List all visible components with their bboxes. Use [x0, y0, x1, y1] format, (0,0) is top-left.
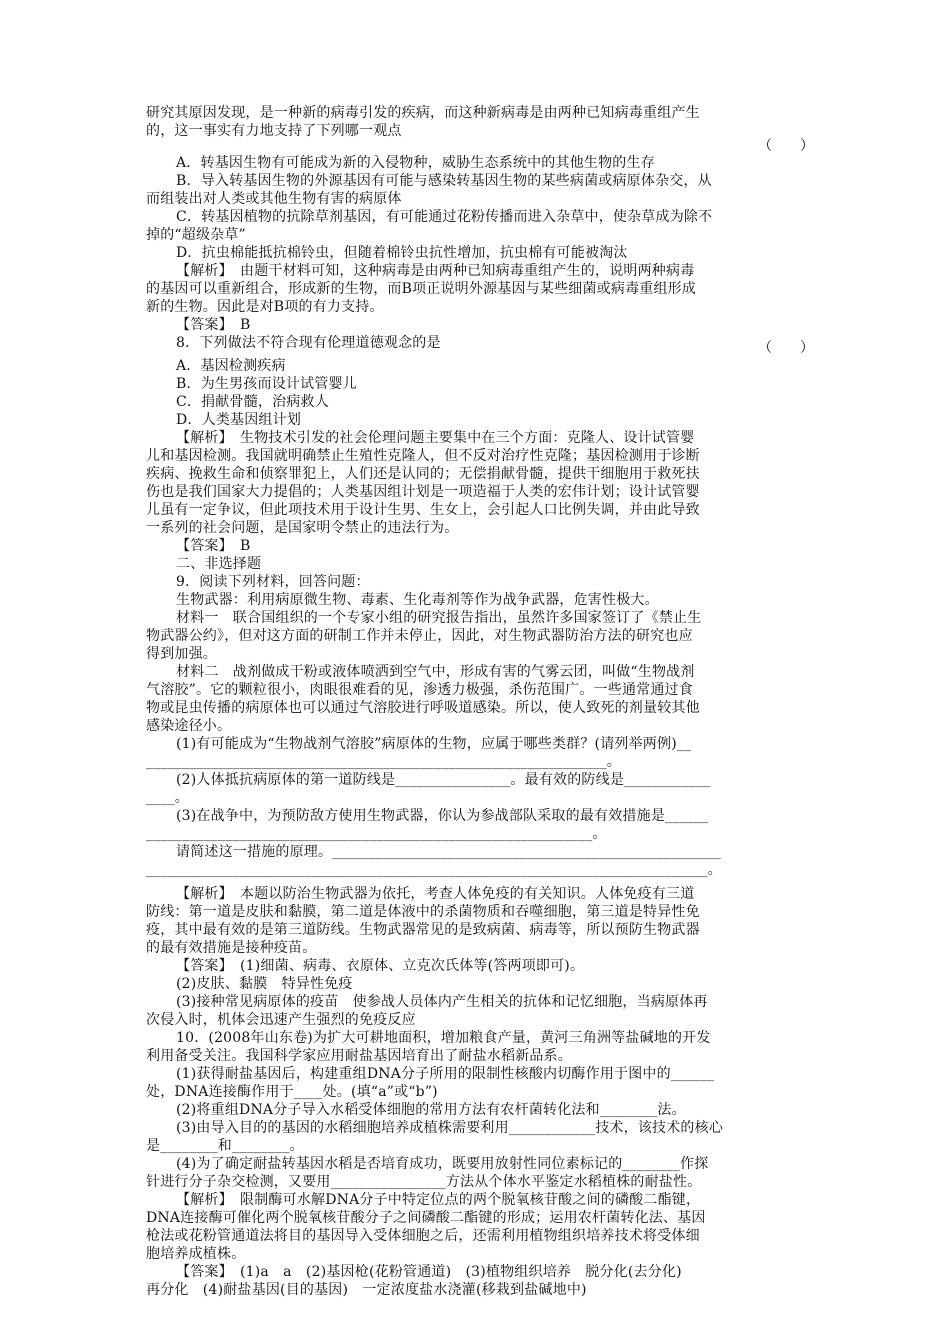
option-c: C．捐献骨髓，治病救人: [176, 394, 329, 410]
text-line: 的基因可以重新组合，形成新的生物，而B项正说明外源基因与某些细菌或病毒重组形成: [146, 281, 697, 297]
sub-question-1: (1)有可能成为“生物战剂气溶胶”病原体的生物，应属于哪些类群？(请列举两例)__: [176, 736, 692, 752]
sub-question-2: (2)将重组DNA分子导入水稻受体细胞的常用方法有农杆菌转化法和________法。: [176, 1102, 686, 1118]
text-line: 请简述这一措施的原理。______________________________________________________: [176, 844, 721, 860]
text-line: 感染途径小。: [146, 718, 232, 734]
analysis-label: 【解析】 限制酶可水解DNA分子中特定位点的两个脱氧核苷酸之间的磷酸二酯键，: [176, 1192, 701, 1208]
text-line: 研究其原因发现，是一种新的病毒引发的疾病，而这种新病毒是由两种已知病毒重组产生: [146, 105, 700, 121]
text-line: 疫，其中最有效的是第三道防线。生物武器常见的是致病菌、病毒等，所以预防生物武器: [146, 922, 700, 938]
text-line: 的最有效措施是接种疫苗。: [146, 940, 317, 956]
text-line: 气溶胶”。它的颗粒很小，肉眼很难看的见，渗透力极强，杀伤范围广。一些通常通过食: [146, 682, 693, 698]
text-line: 掉的“超级杂草”: [146, 227, 246, 243]
text-line: 次侵入时，机体会迅速产生强烈的免疫反应: [146, 1012, 416, 1028]
option-b: B．为生男孩而设计试管婴儿: [176, 376, 357, 392]
text-line: 处，DNA连接酶作用于____处。(填“a”或“b”): [146, 1084, 438, 1100]
question-10: 10．(2008年山东卷)为扩大可耕地面积，增加粮食产量，黄河三角洲等盐碱地的开发: [176, 1030, 711, 1046]
text-line: 疾病、挽救生命和侦察罪犯上，人们还是认同的；无偿捐献骨髓，提供干细胞用于救死扶: [146, 466, 700, 482]
text-line: 胞培养成植株。: [146, 1246, 246, 1262]
answer-label: 【答案】 (1)a a (2)基因枪(花粉管通道) (3)植物组织培养 脱分化(去分化): [176, 1264, 682, 1280]
text-line: 一系列的社会问题，是国家明令禁止的违法行为。: [146, 520, 459, 536]
answer-blank-parentheses: （ ）: [758, 138, 814, 154]
text-line: (3)接种常见病原体的疫苗 使参战人员体内产生相关的抗体和记忆细胞，当病原体再: [176, 994, 708, 1010]
material-two: 材料二 战剂做成干粉或液体喷洒到空气中，形成有害的气雾云团，叫做“生物战剂: [176, 664, 695, 680]
text-line: 再分化 (4)耐盐基因(目的基因) 一定浓度盐水浇灌(移栽到盐碱地中): [146, 1282, 587, 1298]
fill-blank-line: ________________________________________________________________。: [146, 754, 621, 770]
sub-question-4: (4)为了确定耐盐转基因水稻是否培育成功，既要用放射性同位素标记的________作探: [176, 1156, 709, 1172]
section-heading: 二、非选择题: [176, 556, 262, 572]
text-line: 枪法或花粉管通道法将目的基因导入受体细胞之后，还需利用植物组织培养技术将受体细: [146, 1228, 700, 1244]
text-line: 儿和基因检测。我国就明确禁止生殖性克隆人，但不反对治疗性克隆；基因检测用于诊断: [146, 448, 700, 464]
option-a: A．转基因生物有可能成为新的入侵物种，威胁生态系统中的其他生物的生存: [176, 155, 655, 171]
option-c: C．转基因植物的抗除草剂基因，有可能通过花粉传播而进入杂草中，使杂草成为除不: [176, 209, 713, 225]
text-line: 儿虽有一定争议，但此项技术用于设计生男、生女上，会引起人口比例失调，并由此导致: [146, 502, 700, 518]
text-line: 防线：第一道是皮肤和黏膜，第二道是体液中的杀菌物质和吞噬细胞，第三道是特异性免: [146, 904, 700, 920]
option-d: D．抗虫棉能抵抗棉铃虫，但随着棉铃虫抗性增加，抗虫棉有可能被淘汰: [176, 245, 628, 261]
question-8: 8．下列做法不符合现有伦理道德观念的是: [176, 335, 441, 351]
question-9: 9．阅读下列材料，回答问题：: [176, 574, 370, 590]
text-line: 的，这一事实有力地支持了下列哪一观点: [146, 123, 402, 139]
fill-blank-line: ______________________________________________________________________________。: [146, 862, 722, 878]
material-one: 材料一 联合国组织的一个专家小组的研究报告指出，虽然许多国家签订了《禁止生: [176, 610, 702, 626]
answer-label: 【答案】 B: [176, 538, 251, 554]
sub-question-3: (3)在战争中，为预防敌方使用生物武器，你认为参战部队采取的最有效措施是______: [176, 808, 709, 824]
analysis-label: 【解析】 本题以防治生物武器为依托，考查人体免疫的有关知识。人体免疫有三道: [176, 886, 695, 902]
text-line: (2)皮肤、黏膜 特异性免疫: [176, 976, 353, 992]
sub-question-2: (2)人体抵抗病原体的第一道防线是________________。最有效的防线是____________: [176, 772, 711, 788]
text-line: 物或昆虫传播的病原体也可以通过气溶胶进行呼吸道感染。所以，使人致死的剂量较其他: [146, 700, 700, 716]
answer-label: 【答案】 (1)细菌、病毒、衣原体、立克次氏体等(答两项即可)。: [176, 958, 585, 974]
text-line: 而组装出对人类或其他生物有害的病原体: [146, 191, 402, 207]
text-line: 物武器公约》，但对这方面的研制工作并未停止，因此，对生物武器防治方法的研究也应: [146, 628, 693, 644]
option-b: B．导入转基因生物的外源基因有可能与感染转基因生物的某些病菌或病原体杂交，从: [176, 173, 712, 189]
option-d: D．人类基因组计划: [176, 412, 302, 428]
answer-blank-parentheses: （ ）: [758, 340, 814, 356]
sub-question-3: (3)由导入目的的基因的水稻细胞培养成植株需要利用____________技术，该技术的核心: [176, 1120, 724, 1136]
answer-label: 【答案】 B: [176, 317, 251, 333]
text-line: 生物武器：利用病原微生物、毒素、生化毒剂等作为战争武器，危害性极大。: [176, 592, 659, 608]
text-line: 伤也是我们国家大力提倡的；人类基因组计划是一项造福于人类的宏伟计划；设计试管婴: [146, 484, 700, 500]
analysis-label: 【解析】 生物技术引发的社会伦理问题主要集中在三个方面：克隆人、设计试管婴: [176, 430, 695, 446]
sub-question-1: (1)获得耐盐基因后，构建重组DNA分子所用的限制性核酸内切酶作用于图中的______: [176, 1066, 715, 1082]
text-line: 新的生物。因此是对B项的有力支持。: [146, 299, 384, 315]
fill-blank-line: ______________________________________________________________。: [146, 826, 607, 842]
text-line: 得到加强。: [146, 646, 217, 662]
text-line: 利用备受关注。我国科学家应用耐盐基因培育出了耐盐水稻新品系。: [146, 1048, 572, 1064]
text-line: 是________和________。: [146, 1138, 304, 1154]
text-line: 针进行分子杂交检测，又要用________________方法从个体水平鉴定水稻植株的耐盐性。: [146, 1174, 702, 1190]
text-line: DNA连接酶可催化两个脱氧核苷酸分子之间磷酸二酯键的形成；运用农杆菌转化法、基因: [146, 1210, 706, 1226]
fill-blank-line: ____。: [146, 790, 189, 806]
option-a: A．基因检测疾病: [176, 358, 286, 374]
analysis-label: 【解析】 由题干材料可知，这种病毒是由两种已知病毒重组产生的，说明两种病毒: [176, 263, 695, 279]
